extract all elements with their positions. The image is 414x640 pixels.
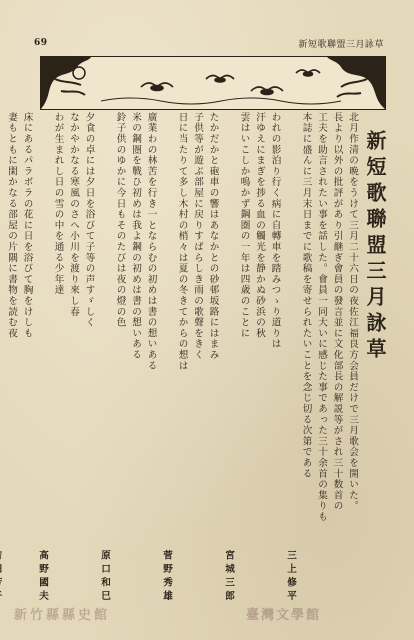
birds-illustration [41, 57, 385, 109]
poem-line: 米の鋼圏を戰ひ初めは我よ鋼の初めは書の想いある [130, 112, 141, 361]
author-name: 菅野秀雄 [161, 549, 172, 604]
intro-line: 本誌に盛んに三月末日までに歌稿を寄せられたいことを念じ切る次第である [300, 112, 312, 480]
running-title: 新短歌聯盟三月詠草 [298, 39, 384, 50]
poem-line: 汗ゆえにまぎを捗る血の觸光を静かぬ砂浜の秋 [254, 112, 265, 339]
article-title: 新短歌聯盟三月詠草 [363, 130, 387, 364]
poem-line: 日に当たりて多し木村の梢々は夏の冬きてからの想は [176, 112, 188, 372]
poem-line: 雲はいこしか鳴かず鋼圏の一年は四歳のことに [238, 112, 250, 339]
article-body [6, 112, 390, 604]
author-name: 三上修平 [285, 549, 296, 604]
poem-line: われの影泊り行く病に自轉車を踏みつゝり道りは [269, 112, 281, 350]
poem-line: 妻もともに閑かなる部屋の片隅に書物を読む夜 [6, 112, 17, 339]
poem-line: 夕食の卓には夕日を浴びて子等の声すゞしく [83, 112, 95, 328]
intro-line: 北月作清の晩をうけて三月二十六日の夜佐江福良方会員だけで三月歌会を開いた。 [347, 112, 358, 512]
author-name: 高野國夫 [37, 549, 48, 604]
page-number: 69 [34, 38, 48, 48]
archive-watermark: 臺灣文學館 [246, 608, 322, 623]
poem-line: たかだかと砲車の響はあなかとの砂邨坂路にはまみ [207, 112, 219, 361]
decorative-banner [40, 56, 386, 110]
poem-line: 床にあるパラボラの花に日を浴びて胸をけしも [21, 112, 33, 339]
intro-line: 長より以外の批評があり引継ぎ會員の發言並に文化部長の解説等がされ三十数首の [331, 112, 343, 512]
author-name: 宮城三郎 [223, 549, 234, 604]
author-name: 原口和巳 [99, 549, 110, 604]
poem-line: 鈴子供のゆかに今日もそのたびは夜の燈の色 [114, 112, 126, 328]
archive-watermark: 新竹縣縣史館 [14, 608, 111, 623]
poem-line: わが生まれし日の雪の中を通る少年達 [52, 112, 64, 296]
poem-line: なかやかなる寒風のさへ小川を渡り來し春 [68, 112, 79, 318]
poem-line: 廣業わの林苦を行き一とならむの初めは書の想いある [145, 112, 157, 372]
page-header [34, 36, 384, 50]
intro-line: 工夫を助言されたい事を話した。會員一同大いに感じた事であった三十余首の集りも [316, 112, 327, 523]
poem-line: 子供等が遊ぶ部屋に戻りすばらしき雨の歌聲をきく [192, 112, 203, 361]
